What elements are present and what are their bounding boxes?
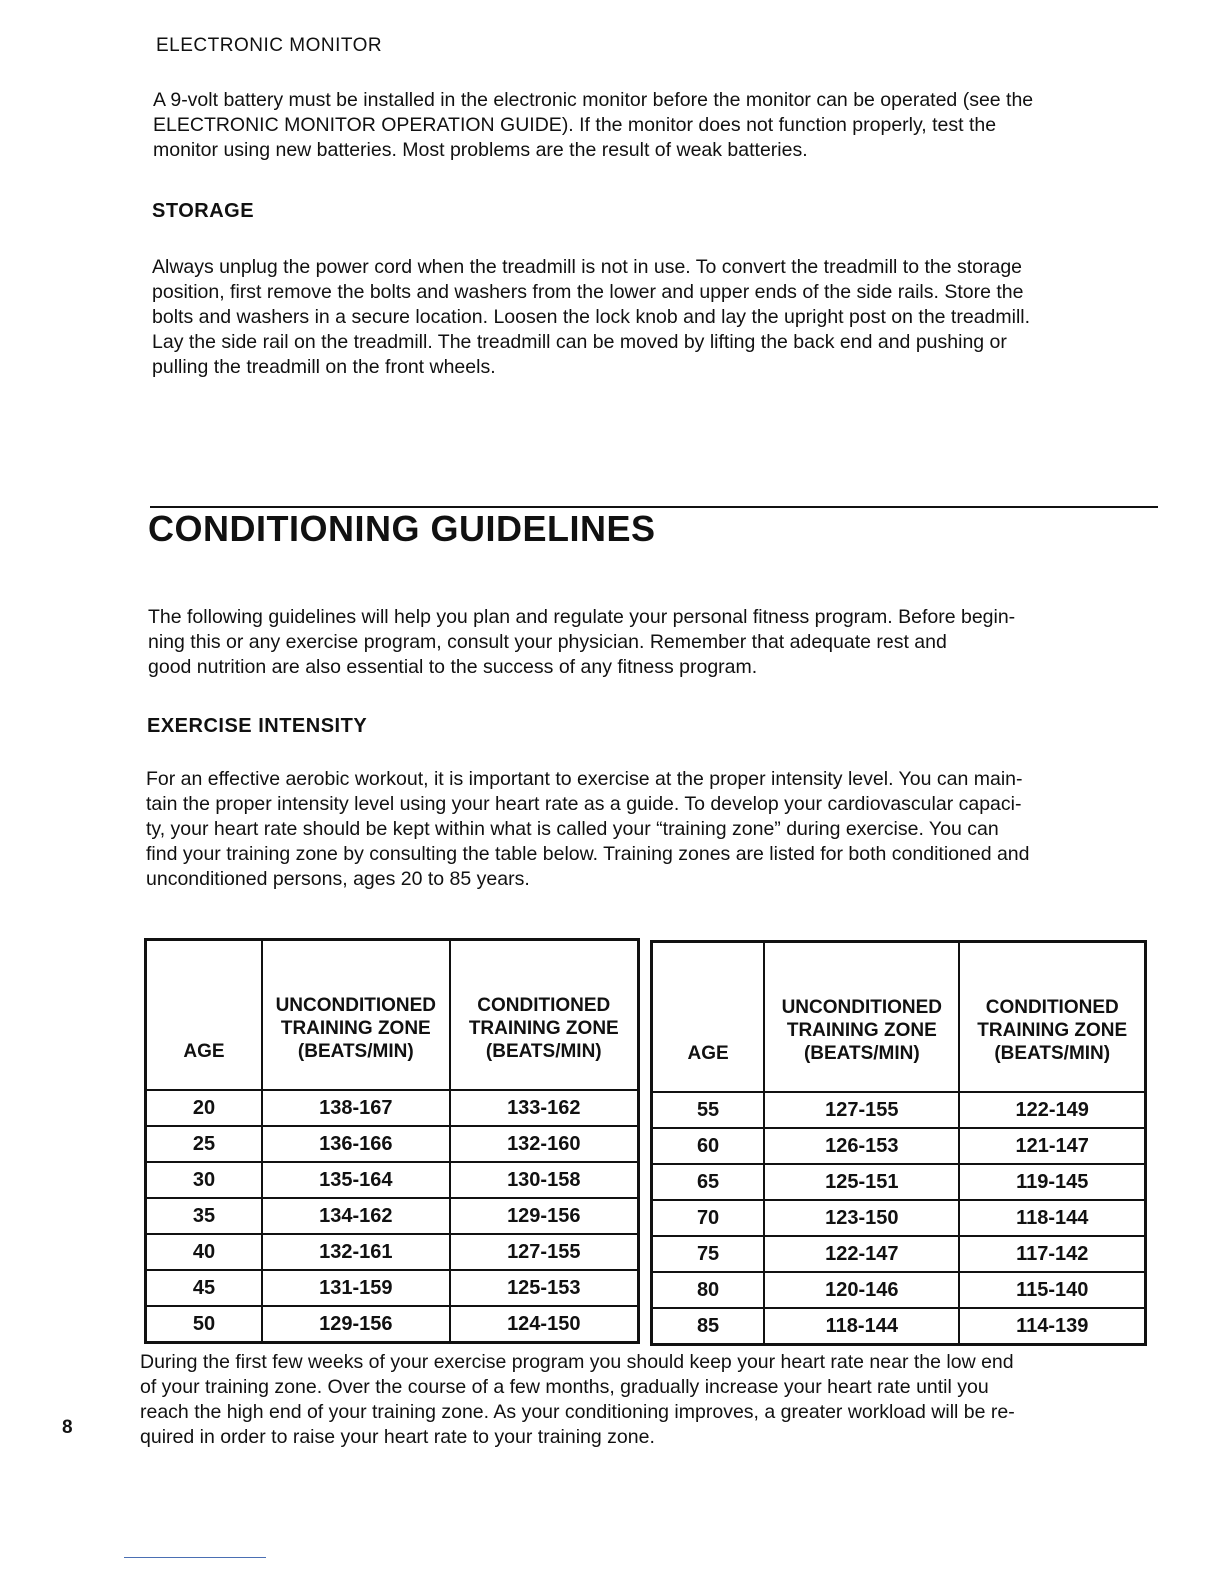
conditioned-cell: 125-153 xyxy=(450,1270,639,1306)
footer-line xyxy=(124,1557,266,1558)
header-line: TRAINING ZONE xyxy=(786,1020,937,1041)
electronic-monitor-heading: ELECTRONIC MONITOR xyxy=(156,35,383,56)
paragraph-line: During the first few weeks of your exercise program you should keep your heart rate near the low end xyxy=(140,1351,1014,1373)
paragraph-line: good nutrition are also essential to the success of any fitness program. xyxy=(148,656,758,678)
training-zone-table-left xyxy=(144,938,640,1344)
unconditioned-cell: 136-166 xyxy=(262,1126,450,1162)
header-line: (BEATS/MIN) xyxy=(297,1041,414,1062)
table-row xyxy=(146,1270,639,1306)
conditioned-cell: 133-162 xyxy=(450,1090,639,1126)
storage-paragraph xyxy=(152,255,1030,380)
electronic-monitor-paragraph xyxy=(153,88,1033,163)
unconditioned-cell: 127-155 xyxy=(764,1092,959,1128)
paragraph-line: ty, your heart rate should be kept within what is called your “training zone” during exercise. You can xyxy=(146,818,999,840)
unconditioned-cell: 125-151 xyxy=(764,1164,959,1200)
table-row xyxy=(652,1128,1146,1164)
training-zone-table-right xyxy=(650,940,1147,1346)
table-row xyxy=(652,1092,1146,1128)
paragraph-line: find your training zone by consulting the table below. Training zones are listed for both conditioned and xyxy=(146,843,1030,865)
table-row xyxy=(146,1198,639,1234)
unconditioned-cell: 138-167 xyxy=(262,1090,450,1126)
age-cell: 85 xyxy=(652,1308,765,1345)
header-line: CONDITIONED xyxy=(477,995,611,1016)
unconditioned-cell: 120-146 xyxy=(764,1272,959,1308)
table-row xyxy=(652,1308,1146,1345)
age-cell: 40 xyxy=(146,1234,263,1270)
header-line: UNCONDITIONED xyxy=(781,997,943,1018)
header-line: UNCONDITIONED xyxy=(275,995,437,1016)
conditioned-cell: 127-155 xyxy=(450,1234,639,1270)
page-number: 8 xyxy=(62,1417,73,1438)
paragraph-line: reach the high end of your training zone. As your conditioning improves, a greater workload will be re- xyxy=(140,1401,1015,1423)
conditioned-cell: 122-149 xyxy=(959,1092,1145,1128)
unconditioned-cell: 122-147 xyxy=(764,1236,959,1272)
conditioned-header xyxy=(450,940,639,1091)
table-header-row xyxy=(146,940,639,1091)
conditioned-cell: 117-142 xyxy=(959,1236,1145,1272)
table-row xyxy=(652,1200,1146,1236)
age-cell: 35 xyxy=(146,1198,263,1234)
header-line: TRAINING ZONE xyxy=(280,1018,431,1039)
table-row xyxy=(146,1306,639,1343)
unconditioned-cell: 123-150 xyxy=(764,1200,959,1236)
unconditioned-cell: 135-164 xyxy=(262,1162,450,1198)
unconditioned-cell: 126-153 xyxy=(764,1128,959,1164)
age-cell: 60 xyxy=(652,1128,765,1164)
unconditioned-header xyxy=(262,940,450,1091)
conditioned-header xyxy=(959,942,1145,1093)
paragraph-line: monitor using new batteries. Most problems are the result of weak batteries. xyxy=(153,139,808,161)
paragraph-line: pulling the treadmill on the front wheels. xyxy=(152,356,496,378)
paragraph-line: The following guidelines will help you plan and regulate your personal fitness program. Before begin- xyxy=(148,606,1016,628)
table-header-row xyxy=(652,942,1146,1093)
paragraph-line: For an effective aerobic workout, it is important to exercise at the proper intensity level. You can main- xyxy=(146,768,1023,790)
age-cell: 65 xyxy=(652,1164,765,1200)
conditioned-cell: 121-147 xyxy=(959,1128,1145,1164)
age-header xyxy=(146,940,263,1091)
paragraph-line: Lay the side rail on the treadmill. The treadmill can be moved by lifting the back end and pushing or xyxy=(152,331,1007,353)
paragraph-line: unconditioned persons, ages 20 to 85 years. xyxy=(146,868,530,890)
paragraph-line: position, first remove the bolts and washers from the lower and upper ends of the side rails. Store the xyxy=(152,281,1024,303)
conditioning-intro-paragraph xyxy=(148,605,1015,680)
age-cell: 75 xyxy=(652,1236,765,1272)
paragraph-line: of your training zone. Over the course of a few months, gradually increase your heart rate until you xyxy=(140,1376,989,1398)
paragraph-line: quired in order to raise your heart rate to your training zone. xyxy=(140,1426,655,1448)
table-row xyxy=(146,1126,639,1162)
conditioned-cell: 132-160 xyxy=(450,1126,639,1162)
conditioned-cell: 114-139 xyxy=(959,1308,1145,1345)
paragraph-line: bolts and washers in a secure location. Loosen the lock knob and lay the upright post on the treadmill. xyxy=(152,306,1031,328)
conditioned-cell: 115-140 xyxy=(959,1272,1145,1308)
unconditioned-cell: 134-162 xyxy=(262,1198,450,1234)
table-row xyxy=(146,1090,639,1126)
age-header-label: AGE xyxy=(687,1043,729,1064)
header-line: TRAINING ZONE xyxy=(468,1018,619,1039)
conditioned-cell: 119-145 xyxy=(959,1164,1145,1200)
age-cell: 25 xyxy=(146,1126,263,1162)
conditioned-cell: 124-150 xyxy=(450,1306,639,1343)
paragraph-line: A 9-volt battery must be installed in the electronic monitor before the monitor can be operated (see the xyxy=(153,89,1034,111)
paragraph-line: Always unplug the power cord when the treadmill is not in use. To convert the treadmill to the storage xyxy=(152,256,1023,278)
age-cell: 55 xyxy=(652,1092,765,1128)
header-line: TRAINING ZONE xyxy=(977,1020,1128,1041)
header-line: (BEATS/MIN) xyxy=(994,1043,1111,1064)
exercise-intensity-heading: EXERCISE INTENSITY xyxy=(147,715,368,737)
closing-paragraph xyxy=(140,1350,1015,1450)
table-row xyxy=(146,1162,639,1198)
age-cell: 30 xyxy=(146,1162,263,1198)
exercise-intensity-paragraph xyxy=(146,767,1030,892)
header-line: (BEATS/MIN) xyxy=(485,1041,602,1062)
storage-heading: STORAGE xyxy=(152,200,255,222)
table-row xyxy=(146,1234,639,1270)
table-row xyxy=(652,1236,1146,1272)
table-row xyxy=(652,1272,1146,1308)
paragraph-line: ELECTRONIC MONITOR OPERATION GUIDE). If the monitor does not function properly, test the xyxy=(153,114,997,136)
paragraph-line: tain the proper intensity level using your heart rate as a guide. To develop your cardiovascular capaci- xyxy=(146,793,1022,815)
age-header-label: AGE xyxy=(183,1041,225,1062)
unconditioned-cell: 118-144 xyxy=(764,1308,959,1345)
conditioned-cell: 129-156 xyxy=(450,1198,639,1234)
header-line: CONDITIONED xyxy=(985,997,1119,1018)
conditioned-cell: 118-144 xyxy=(959,1200,1145,1236)
unconditioned-header xyxy=(764,942,959,1093)
conditioned-cell: 130-158 xyxy=(450,1162,639,1198)
unconditioned-cell: 129-156 xyxy=(262,1306,450,1343)
conditioning-guidelines-title: CONDITIONING GUIDELINES xyxy=(148,508,656,549)
table-row xyxy=(652,1164,1146,1200)
age-cell: 80 xyxy=(652,1272,765,1308)
header-line: (BEATS/MIN) xyxy=(803,1043,920,1064)
age-cell: 70 xyxy=(652,1200,765,1236)
age-header xyxy=(652,942,765,1093)
unconditioned-cell: 131-159 xyxy=(262,1270,450,1306)
age-cell: 45 xyxy=(146,1270,263,1306)
unconditioned-cell: 132-161 xyxy=(262,1234,450,1270)
age-cell: 20 xyxy=(146,1090,263,1126)
age-cell: 50 xyxy=(146,1306,263,1343)
paragraph-line: ning this or any exercise program, consult your physician. Remember that adequate rest and xyxy=(148,631,947,653)
